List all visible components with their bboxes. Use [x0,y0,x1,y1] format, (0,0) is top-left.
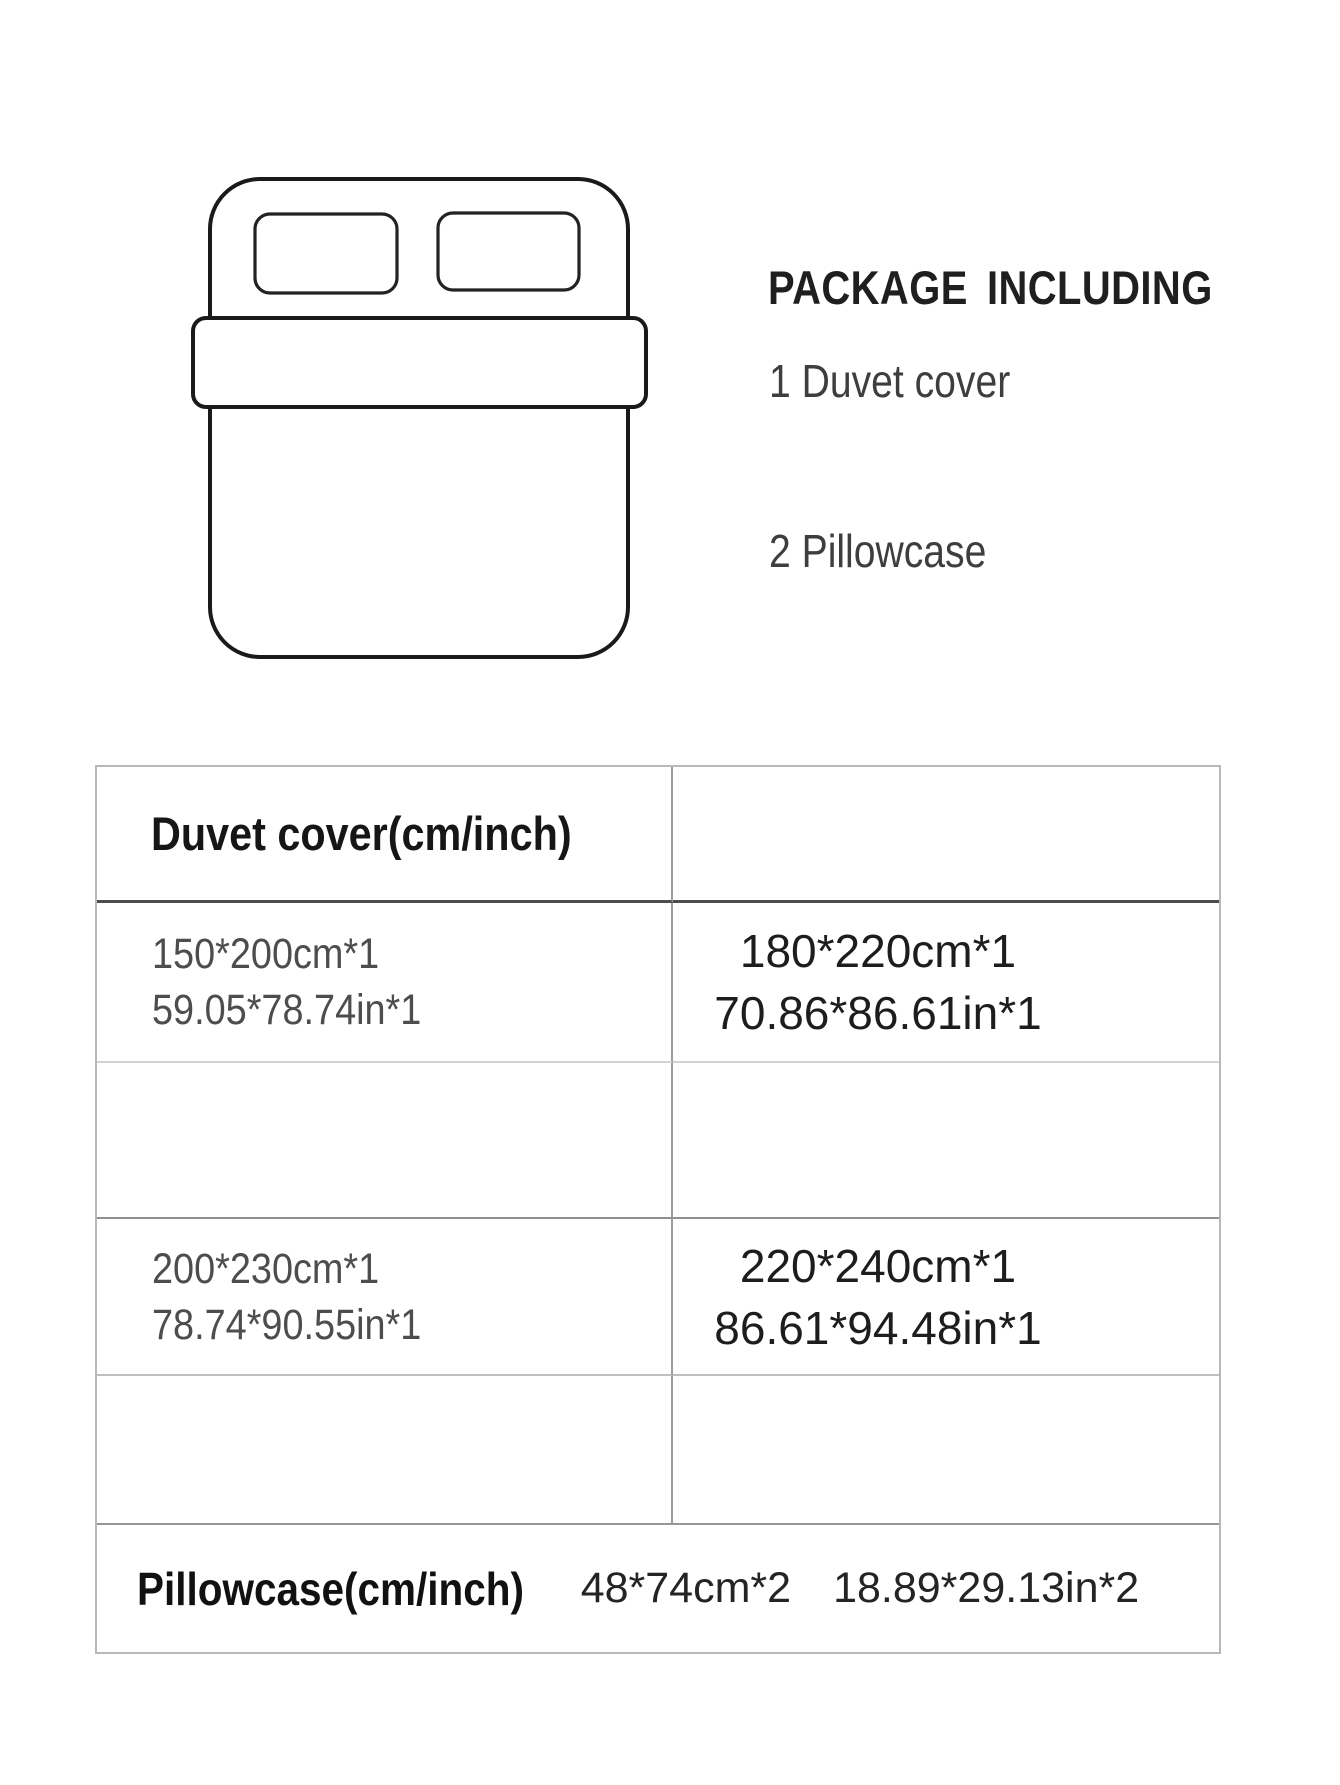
empty-spacer-cell [97,1376,673,1525]
package-including-title: PACKAGE INCLUDING [768,261,1213,314]
empty-spacer-cell [673,1376,1219,1525]
pillowcase-row-label: Pillowcase(cm/inch) [137,1562,524,1615]
duvet-size-cell-180x220 [673,903,1219,1063]
size-inch-value: 78.74*90.55in*1 [152,1300,422,1349]
pillowcase-size-inch: 18.89*29.13in*2 [833,1564,1140,1612]
size-table [95,765,1221,1654]
package-item-duvet-cover: 1 Duvet cover [769,355,1011,407]
size-cm-value: 220*240cm*1 [739,1239,1017,1292]
pillow-left-icon [255,214,397,293]
size-cm-value: 200*230cm*1 [152,1244,380,1293]
table-header-empty-cell [673,767,1219,903]
duvet-size-cell-150x200 [97,903,673,1063]
table-header-duvet-cover [97,767,673,903]
pillowcase-size-cm: 48*74cm*2 [580,1564,792,1612]
package-item-pillowcase: 2 Pillowcase [769,525,987,577]
duvet-size-cell-200x230 [97,1219,673,1376]
pillowcase-row [97,1525,1219,1652]
duvet-size-cell-220x240 [673,1219,1219,1376]
bed-diagram-icon [185,155,655,665]
duvet-fold-band [193,318,646,407]
size-inch-value: 70.86*86.61in*1 [714,987,1042,1039]
size-cm-value: 180*220cm*1 [739,925,1017,977]
table-header-label: Duvet cover(cm/inch) [151,807,572,860]
size-cm-value: 150*200cm*1 [152,930,380,978]
empty-spacer-cell [673,1063,1219,1219]
size-inch-value: 59.05*78.74in*1 [152,986,422,1034]
empty-spacer-cell [97,1063,673,1219]
size-inch-value: 86.61*94.48in*1 [714,1301,1042,1354]
pillow-right-icon [438,213,579,290]
